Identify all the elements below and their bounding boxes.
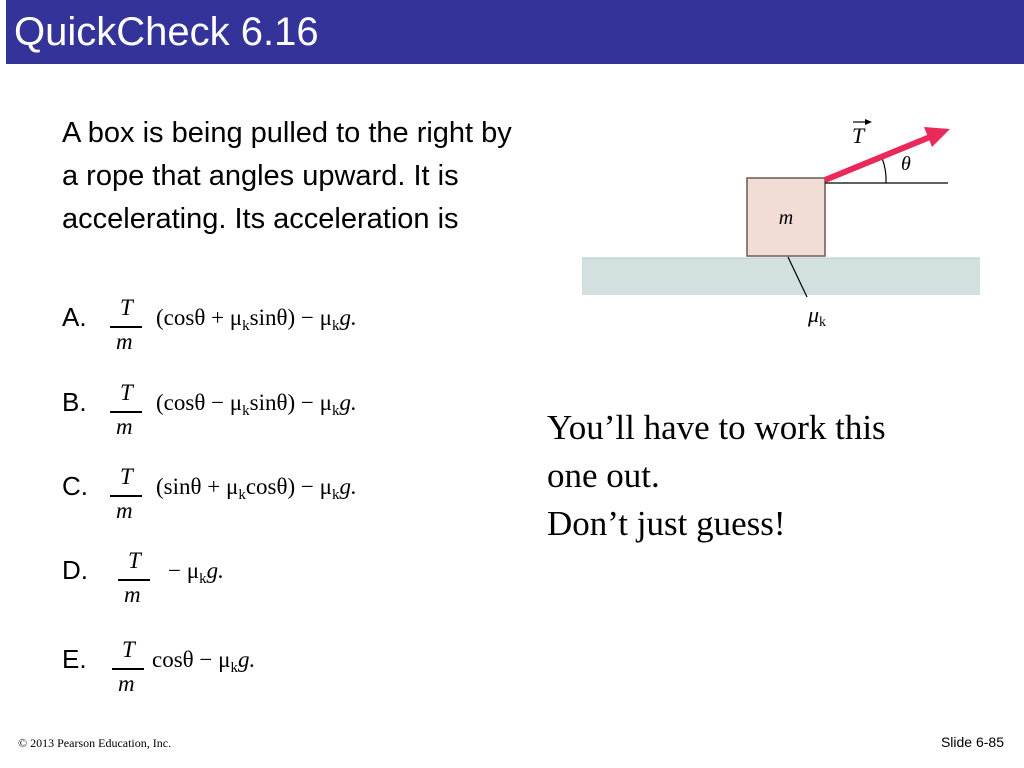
note-line: Don’t just guess! [547,504,786,543]
choice-d [62,548,502,635]
fraction-t-over-m [110,464,150,534]
fraction-bar [118,579,150,581]
choice-letter: E. [62,644,87,674]
choice-letter: A. [62,302,87,332]
mass-label: m [778,207,794,229]
choice-letter: D. [62,555,88,585]
fraction-numerator: T [120,295,133,320]
fraction-t-over-m [110,295,150,365]
choice-expression: $(\cos\theta + \mu_k\sin\theta) - \mu_kg$. [156,305,357,334]
fraction-t-over-m [110,380,150,450]
fraction-bar [110,495,142,497]
title-bar [0,0,1024,64]
fraction-numerator: T [128,548,141,573]
note-line: one out. [547,456,660,495]
fraction-denominator: m [116,329,133,354]
title-accent-stripe [0,0,6,64]
fraction-t-over-m [118,548,158,618]
choice-expression: $\cos\theta - \mu_kg$. [152,647,256,676]
ground-surface [582,258,980,295]
angle-arc [882,158,886,183]
choice-e [62,637,502,724]
slide-title: QuickCheck 6.16 [14,10,319,54]
question-text [62,112,582,242]
friction-label: μk [808,302,827,330]
fraction-denominator: m [124,582,141,607]
fraction-numerator: T [122,637,135,662]
note-line: You’ll have to work this [547,408,886,447]
choice-c [62,464,502,551]
slide-number: Slide 6-85 [940,734,1004,750]
choice-expression: $(\sin\theta + \mu_k\cos\theta) - \mu_kg$. [156,474,357,503]
question-line: A box is being pulled to the right by [62,117,512,149]
fraction-numerator: T [120,464,133,489]
fraction-bar [112,668,144,670]
choice-a [62,295,502,382]
choice-letter: B. [62,387,87,417]
work-note [547,404,967,548]
choice-expression: − $\mu_kg$. [168,558,224,587]
vector-arrowhead-icon [865,119,872,125]
choice-letter: C. [62,471,88,501]
copyright: © 2013 Pearson Education, Inc. [18,736,172,750]
fraction-bar [110,326,142,328]
choice-expression: $(\cos\theta - \mu_k\sin\theta) - \mu_kg$. [156,390,357,419]
angle-label: θ [901,153,911,175]
fraction-denominator: m [116,414,133,439]
fraction-denominator: m [118,671,135,696]
tension-label: T [852,123,865,148]
box-diagram [578,110,984,340]
choice-b [62,380,502,467]
fraction-t-over-m [112,637,152,707]
tension-arrow-shaft [825,137,930,180]
question-line: accelerating. Its acceleration is [62,203,459,235]
fraction-denominator: m [116,498,133,523]
question-line: a rope that angles upward. It is [62,160,459,192]
fraction-numerator: T [120,380,133,405]
fraction-bar [110,411,142,413]
